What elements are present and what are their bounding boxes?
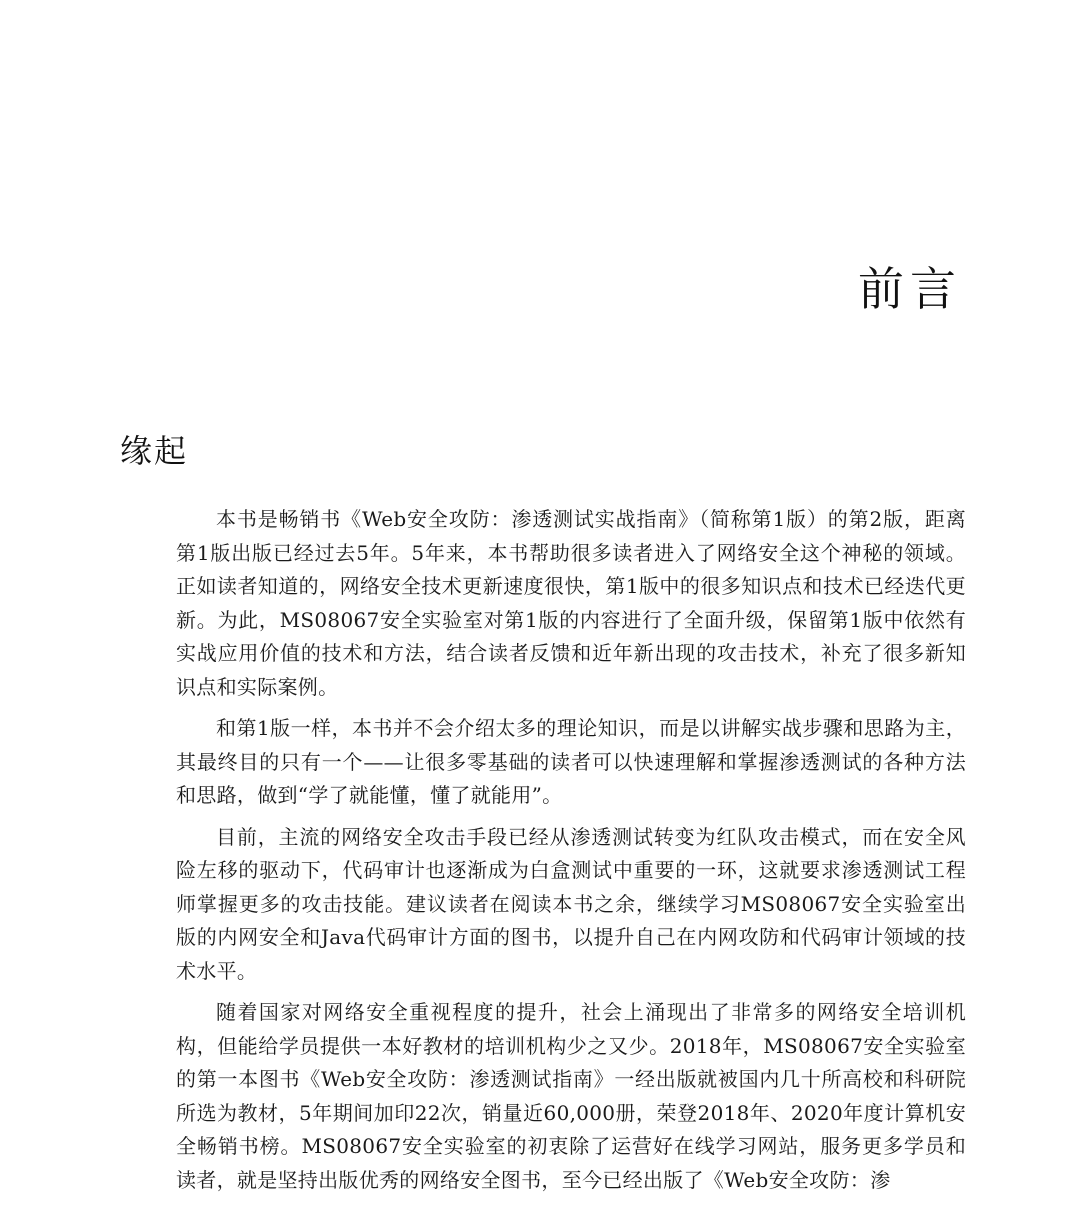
body-text <box>176 503 966 1205</box>
section-title: 缘起 <box>120 432 189 470</box>
paragraph: 随着国家对网络安全重视程度的提升，社会上涌现出了非常多的网络安全培训机构，但能给学员提供一本好教材的培训机构少之又少。2018年，MS08067安全实验室的第一本图书《Web安全攻防：渗透测试指南》一经出版就被国内几十所高校和科研院所选为教材，5年期间加印22次，销量近60,000册，荣登2018年、2020年度计算机安全畅销书榜。MS08067安全实验室的初衷除了运营好在线学习网站，服务更多学员和读者，就是坚持出版优秀的网络安全图书，至今已经出版了《Web安全攻防：渗 <box>176 1000 966 1192</box>
paragraph: 本书是畅销书《Web安全攻防：渗透测试实战指南》（简称第1版）的第2版，距离第1版出版已经过去5年。5年来，本书帮助很多读者进入了网络安全这个神秘的领域。正如读者知道的，网络安全技术更新速度很快，第1版中的很多知识点和技术已经迭代更新。为此，MS08067安全实验室对第1版的内容进行了全面升级，保留第1版中依然有实战应用价值的技术和方法，结合读者反馈和近年新出现的攻击技术，补充了很多新知识点和实际案例。 <box>176 507 966 699</box>
paragraph: 和第1版一样，本书并不会介绍太多的理论知识，而是以讲解实战步骤和思路为主，其最终目的只有一个——让很多零基础的读者可以快速理解和掌握渗透测试的各种方法和思路，做到“学了就能懂，懂了就能用”。 <box>176 716 966 807</box>
chapter-title: 前言 <box>858 262 962 316</box>
paragraph: 目前，主流的网络安全攻击手段已经从渗透测试转变为红队攻击模式，而在安全风险左移的驱动下，代码审计也逐渐成为白盒测试中重要的一环，这就要求渗透测试工程师掌握更多的攻击技能。建议读者在阅读本书之余，继续学习MS08067安全实验室出版的内网安全和Java代码审计方面的图书，以提升自己在内网攻防和代码审计领域的技术水平。 <box>176 824 966 983</box>
